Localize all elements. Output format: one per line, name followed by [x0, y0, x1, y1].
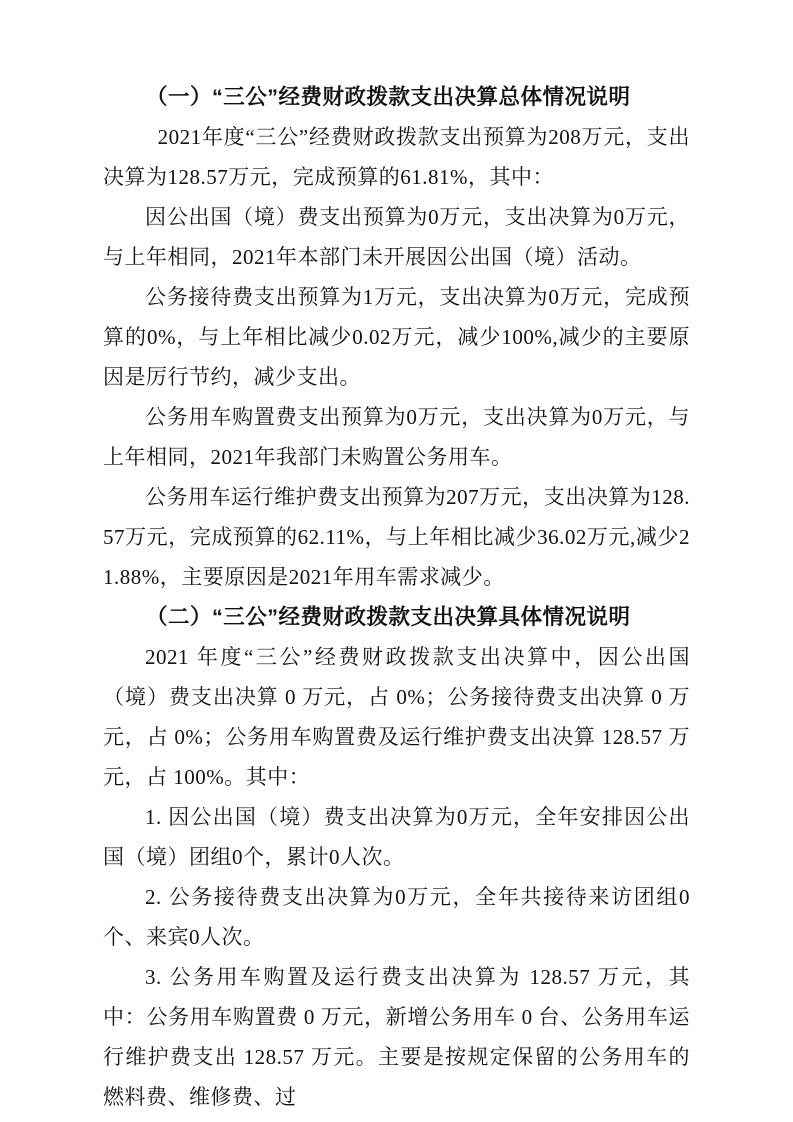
section-1-heading: （一）“三公”经费财政拨款支出决算总体情况说明 — [146, 85, 631, 109]
paragraph-item-2-reception: 2. 公务接待费支出决算为0万元，全年共接待来访团组0个、来宾0人次。 — [103, 885, 690, 949]
paragraph-breakdown-summary: 2021 年度“三公”经费财政拨款支出决算中，因公出国（境）费支出决算 0 万元，占 0%；公务接待费支出决算 0 万元，占 0%；公务用车购置费及运行维护费支出决算 128.57 万元，占 100%。其中： — [103, 645, 690, 789]
paragraph-vehicle-maintenance-expense: 公务用车运行维护费支出预算为207万元，支出决算为128.57万元，完成预算的62.11%，与上年相比减少36.02万元,减少21.88%，主要原因是2021年用车需求减少。 — [103, 485, 690, 589]
paragraph-reception-expense: 公务接待费支出预算为1万元，支出决算为0万元，完成预算的0%，与上年相比减少0.02万元，减少100%,减少的主要原因是厉行节约，减少支出。 — [103, 285, 690, 389]
paragraph-item-1-abroad: 1. 因公出国（境）费支出决算为0万元，全年安排因公出国（境）团组0个，累计0人次。 — [103, 805, 690, 869]
section-overall-situation — [103, 77, 690, 597]
paragraph-abroad-expense: 因公出国（境）费支出预算为0万元，支出决算为0万元，与上年相同，2021年本部门未开展因公出国（境）活动。 — [103, 205, 690, 269]
paragraph-item-3-vehicle: 3. 公务用车购置及运行费支出决算为 128.57 万元，其中：公务用车购置费 0 万元，新增公务用车 0 台、公务用车运行维护费支出 128.57 万元。主要是按规定保留的公务用车的燃料费、维修费、过 — [103, 965, 690, 1109]
paragraph-vehicle-purchase-expense: 公务用车购置费支出预算为0万元，支出决算为0万元，与上年相同，2021年我部门未购置公务用车。 — [103, 405, 690, 469]
section-specific-situation — [103, 597, 690, 1117]
paragraph-total-budget: 2021年度“三公”经费财政拨款支出预算为208万元，支出决算为128.57万元，完成预算的61.81%，其中： — [103, 125, 690, 189]
section-2-heading: （二）“三公”经费财政拨款支出决算具体情况说明 — [146, 605, 631, 629]
